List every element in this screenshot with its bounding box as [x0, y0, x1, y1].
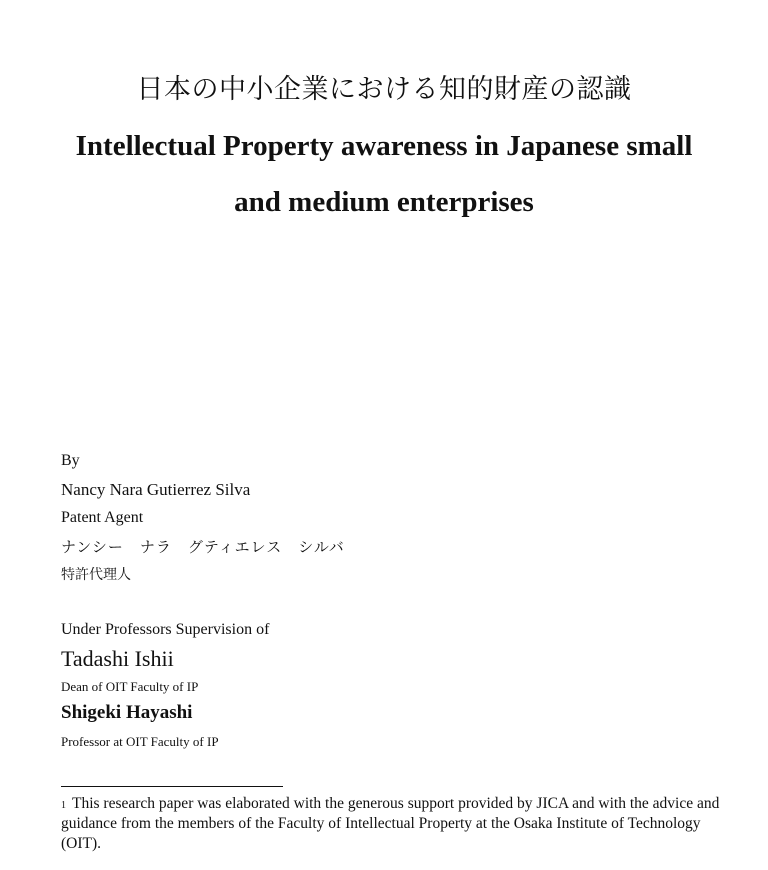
footnote-mark: 1 — [61, 800, 66, 811]
author-role: Patent Agent — [61, 509, 144, 526]
english-title-line-1: Intellectual Property awareness in Japanese small — [75, 130, 693, 162]
author-role-japanese: 特許代理人 — [61, 567, 131, 583]
footnote-text: This research paper was elaborated with the generous support provided by JICA and with the advice and guidance from the members of the Faculty of Intellectual Property at the Osaka Institute of Technology (OIT). — [61, 795, 720, 852]
professor-name: Shigeki Hayashi — [61, 702, 193, 723]
footnote-divider — [61, 786, 283, 787]
by-label: By — [61, 452, 80, 469]
english-title-line-2: and medium enterprises — [234, 186, 534, 218]
professor-title: Professor at OIT Faculty of IP — [61, 734, 219, 749]
footnote — [61, 794, 721, 854]
supervision-intro: Under Professors Supervision of — [61, 621, 270, 638]
professor-title: Dean of OIT Faculty of IP — [61, 679, 199, 694]
japanese-title: 日本の中小企業における知的財産の認識 — [136, 74, 632, 105]
professor-name: Tadashi Ishii — [61, 646, 174, 671]
author-name: Nancy Nara Gutierrez Silva — [61, 480, 251, 499]
author-name-katakana: ナンシー ナラ グティエレス シルバ — [61, 538, 345, 556]
